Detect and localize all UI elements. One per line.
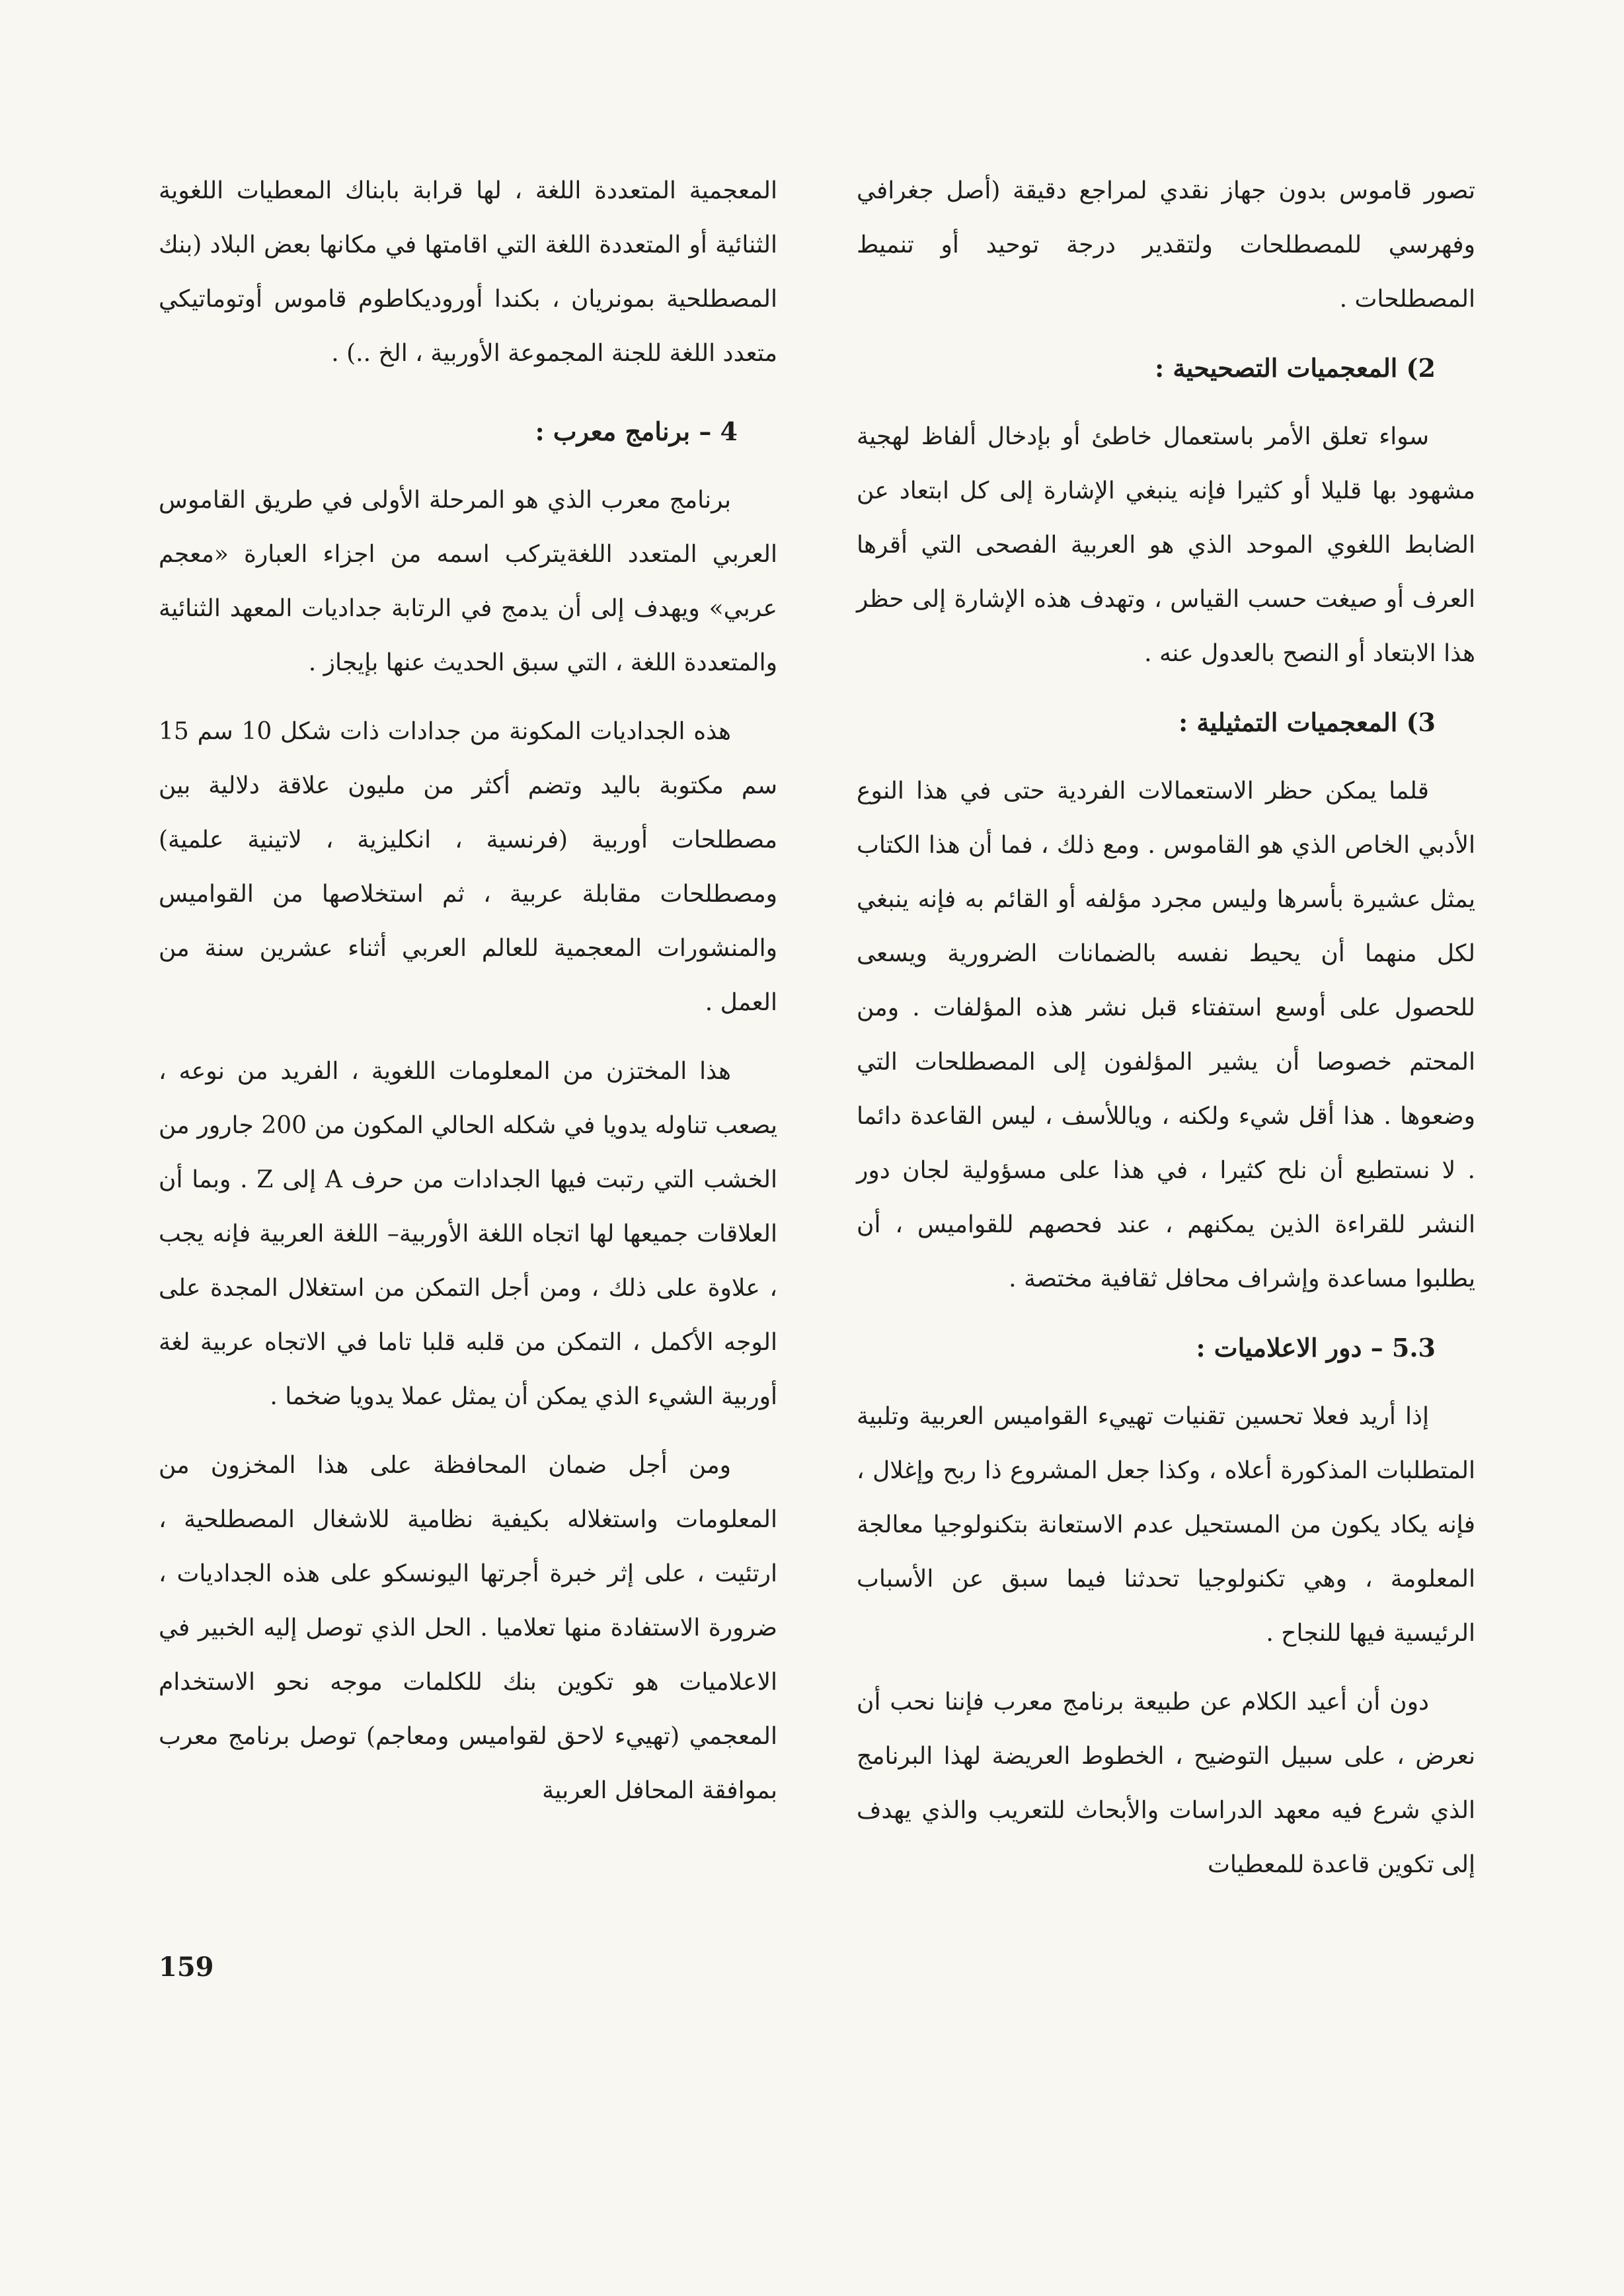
page-number: 159 [159, 1952, 214, 1983]
section-heading: 2) المعجميات التصحيحية : [1155, 353, 1436, 383]
left-column [159, 164, 777, 1818]
section-heading: 5.3 – دور الاعلاميات : [1196, 1333, 1436, 1363]
paragraph: سواء تعلق الأمر باستعمال خاطئ أو بإدخال ألفاظ لهجية مشهود بها قليلا أو كثيرا فإنه ينبغي الإشارة إلى كل ابتعاد عن الضابط اللغوي الموحد الذي هو العربية الفصحى التي أقرها العرف أو صيغت حسب القياس ، وتهدف هذه الإشارة إلى حظر هذا الابتعاد أو النصح بالعدول عنه . [857, 423, 1475, 667]
paragraph: تصور قاموس بدون جهاز نقدي لمراجع دقيقة (أصل جغرافي وفهرسي للمصطلحات ولتقدير درجة توحيد أو تنميط المصطلحات . [857, 177, 1475, 313]
paragraph: المعجمية المتعددة اللغة ، لها قرابة بابناك المعطيات اللغوية الثنائية أو المتعددة اللغة التي اقامتها في مكانها بعض البلاد (بنك المصطلحية بمونريان ، بكندا أوروديكاطوم قاموس أوتوماتيكي متعدد اللغة للجنة المجموعة الأوربية ، الخ ..) . [159, 177, 777, 367]
right-column [857, 164, 1475, 1892]
paragraph: برنامج معرب الذي هو المرحلة الأولى في طريق القاموس العربي المتعدد اللغةيتركب اسمه من اجزاء العبارة «معجم عربي» ويهدف إلى أن يدمج في الرتابة جداديات المعهد الثنائية والمتعددة اللغة ، التي سبق الحديث عنها بإيجاز . [159, 487, 777, 676]
section-heading: 4 – برنامج معرب : [535, 416, 738, 446]
paragraph: إذا أريد فعلا تحسين تقنيات تهييء القواميس العربية وتلبية المتطلبات المذكورة أعلاه ، وكذا جعل المشروع ذا ربح وإغلال ، فإنه يكاد يكون من المستحيل عدم الاستعانة بتكنولوجيا معالجة المعلومة ، وهي تكنولوجيا تحدثنا فيما سبق عن الأسباب الرئيسية فيها للنجاح . [857, 1403, 1475, 1647]
paragraph: هذا المختزن من المعلومات اللغوية ، الفريد من نوعه ، يصعب تناوله يدويا في شكله الحالي المكون من 200 جارور من الخشب التي رتبت فيها الجدادات من حرف A إلى Z . وبما أن العلاقات جميعها لها اتجاه اللغة الأوربية– اللغة العربية فإنه يجب ، علاوة على ذلك ، ومن أجل التمكن من استغلال المجدة على الوجه الأكمل ، التمكن من قلبه قلبا تاما في الاتجاه عربية لغة أوربية الشيء الذي يمكن أن يمثل عملا يدويا ضخما . [159, 1058, 777, 1410]
section-heading: 3) المعجميات التمثيلية : [1179, 707, 1436, 737]
paragraph: دون أن أعيد الكلام عن طبيعة برنامج معرب فإننا نحب أن نعرض ، على سبيل التوضيح ، الخطوط العريضة لهذا البرنامج الذي شرع فيه معهد الدراسات والأبحاث للتعريب والذي يهدف إلى تكوين قاعدة للمعطيات [857, 1688, 1475, 1878]
paragraph: هذه الجداديات المكونة من جدادات ذات شكل 10 سم 15 سم مكتوبة باليد وتضم أكثر من مليون علاقة دلالية بين مصطلحات أوربية (فرنسية ، انكليزية ، لاتينية علمية) ومصطلحات مقابلة عربية ، ثم استخلاصها من القواميس والمنشورات المعجمية للعالم العربي أثناء عشرين سنة من العمل . [159, 718, 778, 1016]
paragraph: ومن أجل ضمان المحافظة على هذا المخزون من المعلومات واستغلاله بكيفية نظامية للاشغال المصطلحية ، ارتئيت ، على إثر خبرة أجرتها اليونسكو على هذه الجداديات ، ضرورة الاستفادة منها تعلاميا . الحل الذي توصل إليه الخبير في الاعلاميات هو تكوين بنك للكلمات موجه نحو الاستخدام المعجمي (تهييء لاحق لقواميس ومعاجم) توصل برنامج معرب بموافقة المحافل العربية [159, 1452, 777, 1804]
paragraph: قلما يمكن حظر الاستعمالات الفردية حتى في هذا النوع الأدبي الخاص الذي هو القاموس . ومع ذلك ، فما أن هذا الكتاب يمثل عشيرة بأسرها وليس مجرد مؤلفه أو القائم به فإنه ينبغي لكل منهما أن يحيط نفسه بالضمانات الضرورية ويسعى للحصول على أوسع استفتاء قبل نشر هذه المؤلفات . ومن المحتم خصوصا أن يشير المؤلفون إلى المصطلحات التي وضعوها . هذا أقل شيء ولكنه ، وياللأسف ، ليس القاعدة دائما . لا نستطيع أن نلح كثيرا ، في هذا على مسؤولية لجان دور النشر للقراءة الذين يمكنهم ، عند فحصهم للقواميس ، أن يطلبوا مساعدة وإشراف محافل ثقافية مختصة . [857, 777, 1475, 1292]
